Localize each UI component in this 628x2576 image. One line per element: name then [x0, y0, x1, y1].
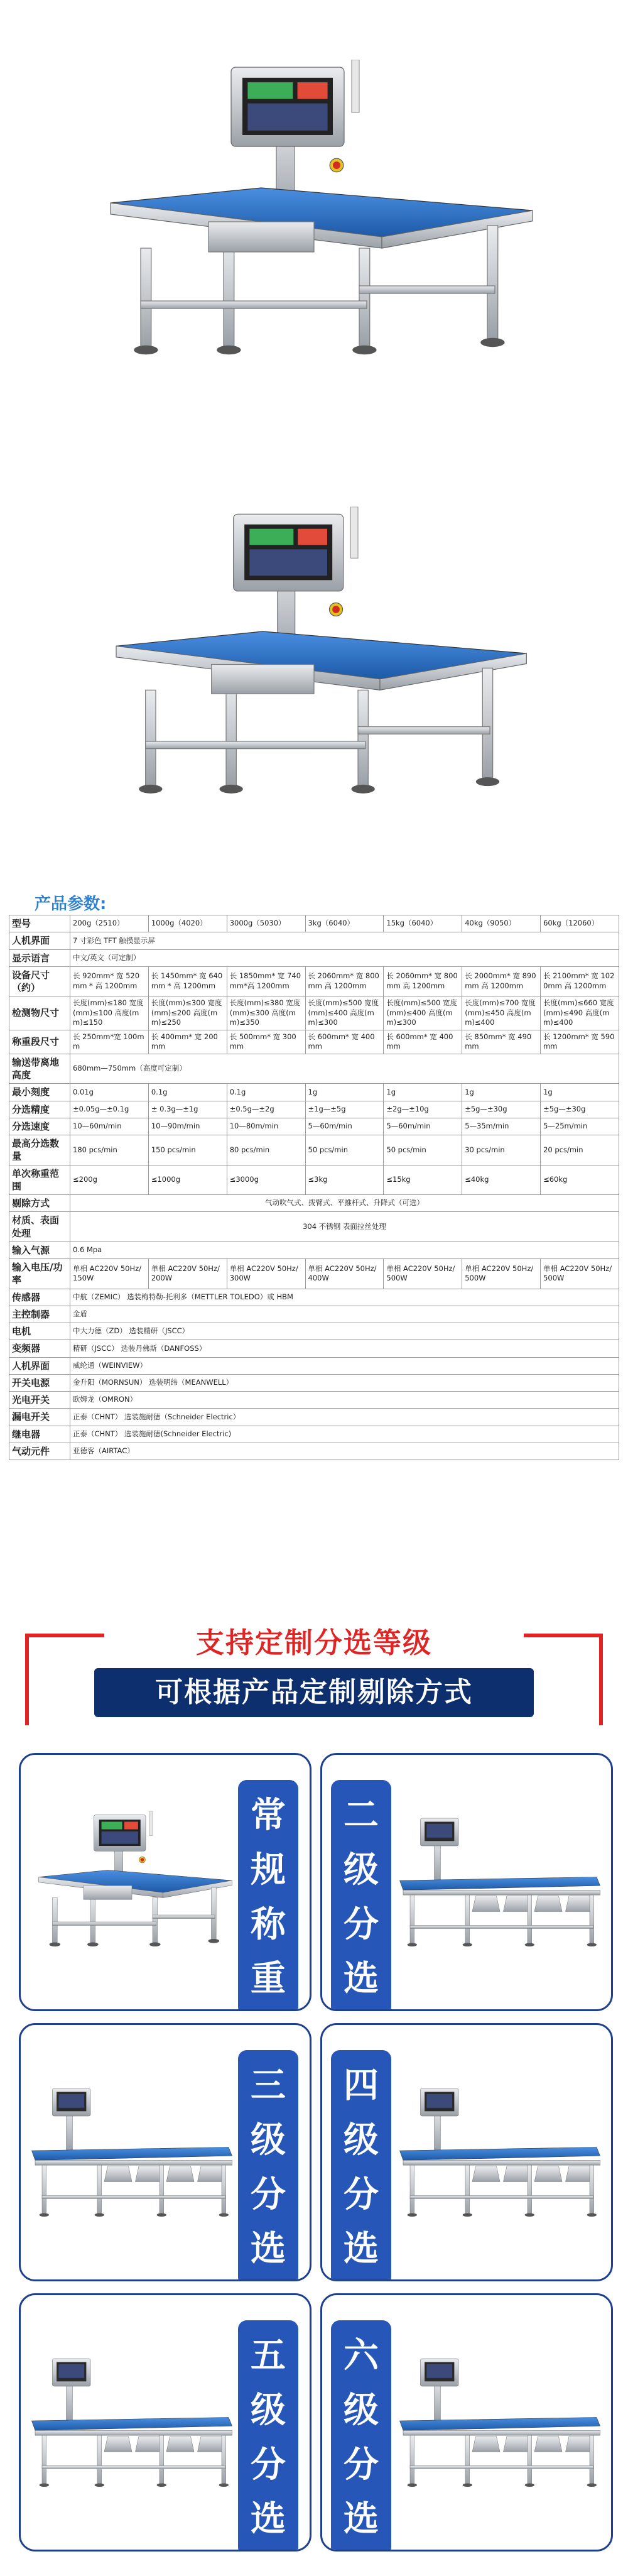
table-row	[9, 915, 619, 932]
banner-line-1: 支持定制分选等级	[195, 1626, 432, 1659]
table-row	[9, 966, 619, 996]
machine-photo-top	[88, 13, 540, 408]
table-row	[9, 1135, 619, 1165]
row-cell: 150 pcs/min	[148, 1135, 227, 1165]
table-row	[9, 1242, 619, 1258]
row-cell: ± 0.3g—±1g	[148, 1101, 227, 1118]
machine-photo	[28, 1767, 236, 1994]
table-row	[9, 1392, 619, 1409]
sorting-level-label: 三 级 分 选	[238, 2050, 298, 2281]
row-cell: 50 pcs/min	[384, 1135, 462, 1165]
table-row	[9, 1409, 619, 1426]
row-label: 设备尺寸（约）	[9, 966, 70, 996]
row-label: 剔除方式	[9, 1195, 70, 1212]
machine-photo-angled	[94, 434, 534, 873]
table-row	[9, 1357, 619, 1374]
sorting-level-label: 四 级 分 选	[331, 2050, 391, 2281]
table-row	[9, 1259, 619, 1289]
row-cell: 长 2060mm* 宽 800mm 高 1200mm	[384, 966, 462, 996]
row-label: 主控制器	[9, 1306, 70, 1323]
row-cell: 长度(mm)≤660 宽度(mm)≤490 高度(mm)≤400	[541, 996, 619, 1030]
row-cell: 长 600mm* 宽 400mm	[305, 1030, 384, 1054]
row-value: 亚德客（AIRTAC）	[70, 1443, 619, 1460]
model-cell: 3kg（6040）	[305, 915, 384, 932]
row-value: 金升阳（MORNSUN） 选装明纬（MEANWELL）	[70, 1374, 619, 1391]
row-cell: 5—25m/min	[541, 1118, 619, 1135]
row-cell: 长 2000mm* 宽 890mm 高 1200mm	[462, 966, 541, 996]
row-cell: 30 pcs/min	[462, 1135, 541, 1165]
row-cell: 长 500mm* 宽 300mm	[227, 1030, 305, 1054]
sorting-level-card	[320, 2023, 613, 2281]
row-label: 输入气源	[9, 1242, 70, 1258]
row-cell: 长 600mm* 宽 400mm	[384, 1030, 462, 1054]
row-label: 分选速度	[9, 1118, 70, 1135]
row-cell: 10—90m/min	[148, 1118, 227, 1135]
sorting-level-card	[19, 2293, 311, 2551]
row-label: 检测物尺寸	[9, 996, 70, 1030]
row-cell: 5—60m/min	[384, 1118, 462, 1135]
row-label: 输送带离地高度	[9, 1054, 70, 1084]
row-value: 中大力德（ZD） 选装精研（JSCC）	[70, 1323, 619, 1340]
row-label: 显示语言	[9, 949, 70, 966]
row-cell: ±0.05g—±0.1g	[70, 1101, 149, 1118]
row-cell: 10—80m/min	[227, 1118, 305, 1135]
table-row	[9, 1118, 619, 1135]
table-row	[9, 1084, 619, 1101]
row-cell: 长度(mm)≤700 宽度(mm)≤450 高度(mm)≤400	[462, 996, 541, 1030]
machine-photo	[28, 2038, 236, 2264]
row-cell: ≤15kg	[384, 1165, 462, 1195]
table-row	[9, 1426, 619, 1443]
row-label: 分选精度	[9, 1101, 70, 1118]
row-cell: 单相 AC220V 50Hz/500W	[541, 1259, 619, 1289]
row-label: 继电器	[9, 1426, 70, 1443]
row-cell: ≤3000g	[227, 1165, 305, 1195]
row-cell: ≤60kg	[541, 1165, 619, 1195]
row-cell: 长 1450mm* 宽 640mm * 高 1200mm	[148, 966, 227, 996]
row-label: 最高分选数量	[9, 1135, 70, 1165]
row-cell: ≤1000g	[148, 1165, 227, 1195]
row-cell: ≤3kg	[305, 1165, 384, 1195]
table-row	[9, 1306, 619, 1323]
row-cell: ±1g—±5g	[305, 1101, 384, 1118]
row-value: 304 不锈钢 表面拉丝处理	[70, 1212, 619, 1242]
row-label: 漏电开关	[9, 1409, 70, 1426]
model-cell: 15kg（6040）	[384, 915, 462, 932]
row-value: 正泰（CHNT） 选装施耐德（Schneider Electric）	[70, 1409, 619, 1426]
sorting-level-label: 六 级 分 选	[331, 2320, 391, 2551]
table-row	[9, 1030, 619, 1054]
row-cell: 1g	[305, 1084, 384, 1101]
row-label: 最小刻度	[9, 1084, 70, 1101]
row-cell: 20 pcs/min	[541, 1135, 619, 1165]
row-cell: 单相 AC220V 50Hz/300W	[227, 1259, 305, 1289]
sorting-level-card	[320, 2293, 613, 2551]
row-cell: 5—35m/min	[462, 1118, 541, 1135]
model-cell: 40kg（9050）	[462, 915, 541, 932]
row-value: 680mm—750mm（高度可定制）	[70, 1054, 619, 1084]
spec-table	[9, 915, 619, 1460]
row-cell: 长 2060mm* 宽 800mm 高 1200mm	[305, 966, 384, 996]
row-cell: ≤40kg	[462, 1165, 541, 1195]
row-cell: 0.1g	[148, 1084, 227, 1101]
row-cell: ±5g—±30g	[462, 1101, 541, 1118]
row-cell: 5—60m/min	[305, 1118, 384, 1135]
row-cell: 单相 AC220V 50Hz/500W	[462, 1259, 541, 1289]
model-cell: 1000g（4020）	[148, 915, 227, 932]
row-label: 光电开关	[9, 1392, 70, 1409]
model-cell: 200g（2510）	[70, 915, 149, 932]
table-row	[9, 1340, 619, 1357]
customization-banner	[25, 1608, 603, 1728]
model-cell: 3000g（5030）	[227, 915, 305, 932]
row-cell: 10—60m/min	[70, 1118, 149, 1135]
table-row	[9, 996, 619, 1030]
row-value: 0.6 Mpa	[70, 1242, 619, 1258]
machine-photo	[28, 2308, 236, 2534]
row-value: 中航（ZEMIC） 选装梅特勒-托利多（METTLER TOLEDO）或 HBM	[70, 1289, 619, 1306]
row-cell: 长 850mm* 宽 490mm	[462, 1030, 541, 1054]
row-label: 单次称重范围	[9, 1165, 70, 1195]
row-cell: 0.01g	[70, 1084, 149, 1101]
row-cell: 0.1g	[227, 1084, 305, 1101]
row-value: 正泰（CHNT） 选装施耐德(Schneider Electric)	[70, 1426, 619, 1443]
table-row	[9, 1443, 619, 1460]
row-value: 威纶通（WEINVIEW）	[70, 1357, 619, 1374]
table-row	[9, 1374, 619, 1391]
sorting-level-label: 常 规 称 重	[238, 1780, 298, 2011]
row-cell: 长度(mm)≤300 宽度(mm)≤200 高度(mm)≤250	[148, 996, 227, 1030]
row-cell: 50 pcs/min	[305, 1135, 384, 1165]
row-cell: 长度(mm)≤500 宽度(mm)≤400 高度(mm)≤300	[305, 996, 384, 1030]
table-row	[9, 1289, 619, 1306]
machine-photo	[396, 1767, 604, 1994]
row-cell: 80 pcs/min	[227, 1135, 305, 1165]
sorting-level-card	[320, 1753, 613, 2011]
row-label: 电机	[9, 1323, 70, 1340]
row-cell: 长度(mm)≤180 宽度(mm)≤100 高度(mm)≤150	[70, 996, 149, 1030]
machine-photo	[396, 2308, 604, 2534]
section-title: 产品参数:	[35, 895, 107, 914]
row-cell: 长度(mm)≤380 宽度(mm)≤300 高度(mm)≤350	[227, 996, 305, 1030]
row-value: 7 寸彩色 TFT 触摸显示屏	[70, 932, 619, 949]
table-row	[9, 1165, 619, 1195]
sorting-level-card	[19, 2023, 311, 2281]
model-cell: 60kg（12060）	[541, 915, 619, 932]
sorting-level-label: 二 级 分 选	[331, 1780, 391, 2011]
banner-line-2: 可根据产品定制剔除方式	[94, 1668, 534, 1717]
sorting-level-label: 五 级 分 选	[238, 2320, 298, 2551]
row-label: 输入电压/功率	[9, 1259, 70, 1289]
row-label: 传感器	[9, 1289, 70, 1306]
row-cell: ±5g—±30g	[541, 1101, 619, 1118]
row-cell: 1g	[541, 1084, 619, 1101]
row-label: 材质、表面处理	[9, 1212, 70, 1242]
row-cell: 单相 AC220V 50Hz/150W	[70, 1259, 149, 1289]
row-cell: 长 1200mm* 宽 590mm	[541, 1030, 619, 1054]
row-cell: 长 400mm* 宽 200mm	[148, 1030, 227, 1054]
table-row	[9, 1101, 619, 1118]
row-cell: 长 2100mm* 宽 1020mm 高 1200mm	[541, 966, 619, 996]
row-cell: 1g	[384, 1084, 462, 1101]
row-label: 变频器	[9, 1340, 70, 1357]
row-cell: 单相 AC220V 50Hz/200W	[148, 1259, 227, 1289]
row-cell: 长 250mm*宽 100mm	[70, 1030, 149, 1054]
row-cell: ≤200g	[70, 1165, 149, 1195]
table-row	[9, 949, 619, 966]
table-row	[9, 1212, 619, 1242]
row-label: 型号	[9, 915, 70, 932]
row-label: 称重段尺寸	[9, 1030, 70, 1054]
row-cell: ±0.5g—±2g	[227, 1101, 305, 1118]
row-value: 欧姆龙（OMRON）	[70, 1392, 619, 1409]
row-label: 人机界面	[9, 932, 70, 949]
row-cell: ±2g—±10g	[384, 1101, 462, 1118]
row-value: 气动吹气式、拨臂式、平推杆式、升降式（可选）	[70, 1195, 619, 1212]
table-row	[9, 1054, 619, 1084]
row-cell: 长度(mm)≤500 宽度(mm)≤400 高度(mm)≤300	[384, 996, 462, 1030]
row-label: 开关电源	[9, 1374, 70, 1391]
row-value: 精研（JSCC） 选装丹佛斯（DANFOSS）	[70, 1340, 619, 1357]
table-row	[9, 932, 619, 949]
row-cell: 180 pcs/min	[70, 1135, 149, 1165]
row-cell: 长 1850mm* 宽 740mm*高 1200mm	[227, 966, 305, 996]
row-cell: 单相 AC220V 50Hz/400W	[305, 1259, 384, 1289]
row-label: 人机界面	[9, 1357, 70, 1374]
row-label: 气动元件	[9, 1443, 70, 1460]
row-cell: 1g	[462, 1084, 541, 1101]
row-cell: 长 920mm* 宽 520mm * 高 1200mm	[70, 966, 149, 996]
machine-photo	[396, 2038, 604, 2264]
row-value: 金盾	[70, 1306, 619, 1323]
row-cell: 单相 AC220V 50Hz/500W	[384, 1259, 462, 1289]
table-row	[9, 1323, 619, 1340]
table-row	[9, 1195, 619, 1212]
sorting-level-card	[19, 1753, 311, 2011]
row-value: 中文/英文（可定制）	[70, 949, 619, 966]
